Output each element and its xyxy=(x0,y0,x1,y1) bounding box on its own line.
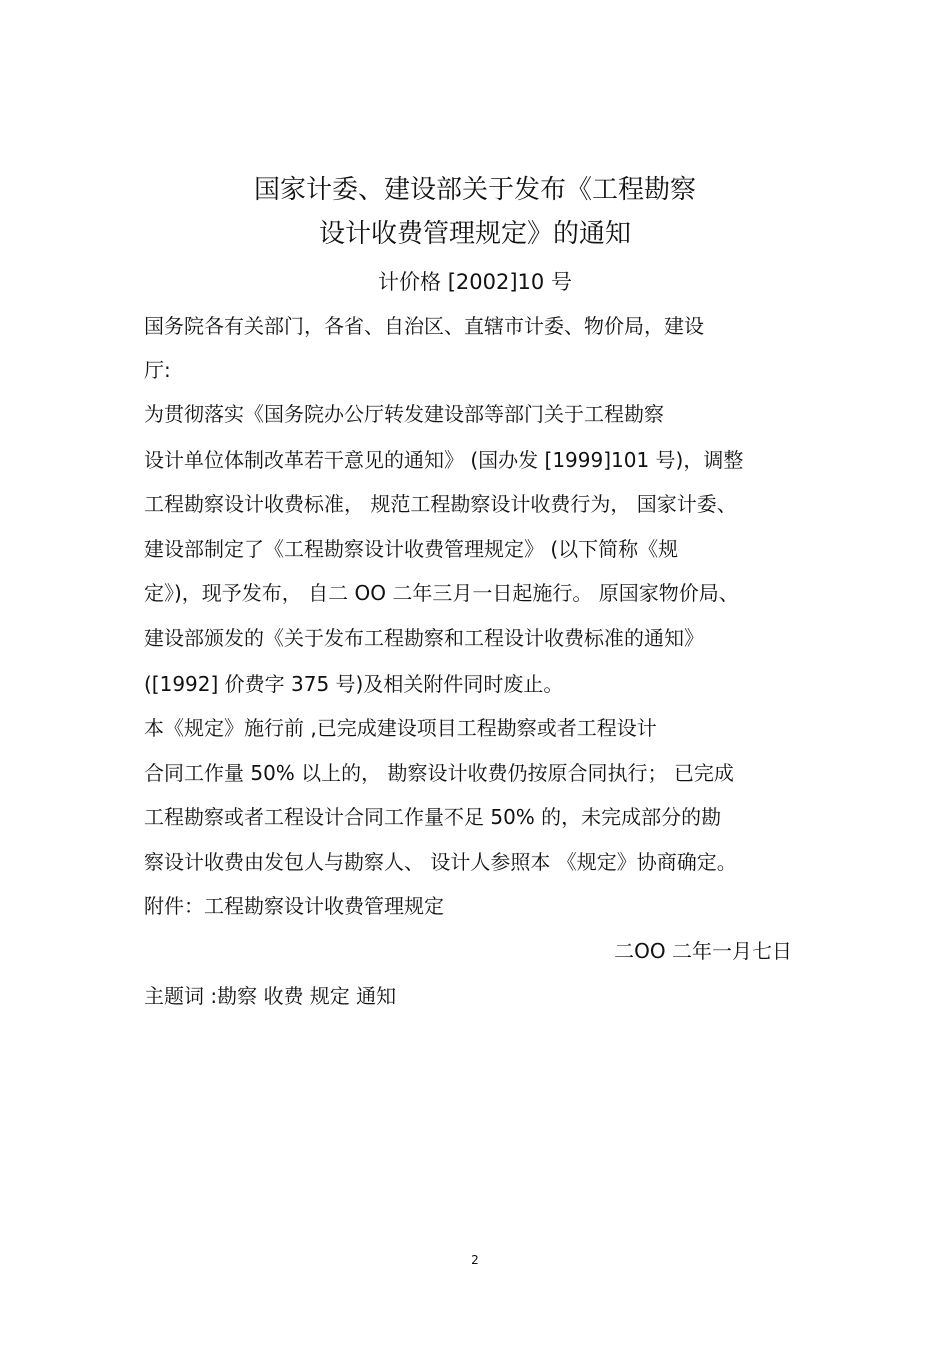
document-number: 计价格 [2002]10 号 xyxy=(378,270,572,294)
attachment-line: 附件：工程勘察设计收费管理规定 xyxy=(144,894,444,918)
document-date: 二OO 二年一月七日 xyxy=(614,939,792,963)
paragraph-1-line: 设计单位体制改革若干意见的通知》 (国办发 [1999]101 号)，调整 xyxy=(144,448,744,472)
paragraph-1-line: ([1992] 价费字 375 号)及相关附件同时废止。 xyxy=(144,672,564,696)
paragraph-2-line: 工程勘察或者工程设计合同工作量不足 50% 的，未完成部分的勘 xyxy=(144,805,722,829)
paragraph-2-line: 本《规定》施行前 ,已完成建设项目工程勘察或者工程设计 xyxy=(144,716,657,740)
paragraph-1-line: 建设部制定了《工程勘察设计收费管理规定》 (以下简称《规 xyxy=(144,537,679,561)
recipient-line: 厅: xyxy=(144,358,171,382)
keywords-line: 主题词 :勘察 收费 规定 通知 xyxy=(144,984,397,1008)
paragraph-1-line: 定》)，现予发布， 自二 OO 二年三月一日起施行。 原国家物价局、 xyxy=(144,581,739,605)
document-title-line-2: 设计收费管理规定》的通知 xyxy=(318,219,631,249)
page-number: 2 xyxy=(471,1253,479,1267)
paragraph-2-line: 合同工作量 50% 以上的， 勘察设计收费仍按原合同执行； 已完成 xyxy=(144,761,734,785)
paragraph-1-line: 建设部颁发的《关于发布工程勘察和工程设计收费标准的通知》 xyxy=(144,626,704,650)
paragraph-1-line: 工程勘察设计收费标准， 规范工程勘察设计收费行为， 国家计委、 xyxy=(144,492,737,516)
paragraph-2-line: 察设计收费由发包人与勘察人、 设计人参照本 《规定》协商确定。 xyxy=(144,850,737,874)
paragraph-1-line: 为贯彻落实《国务院办公厅转发建设部等部门关于工程勘察 xyxy=(144,402,664,426)
recipient-line: 国务院各有关部门，各省、自治区、直辖市计委、物价局，建设 xyxy=(144,314,704,338)
document-title-line-1: 国家计委、建设部关于发布《工程勘察 xyxy=(253,175,696,205)
